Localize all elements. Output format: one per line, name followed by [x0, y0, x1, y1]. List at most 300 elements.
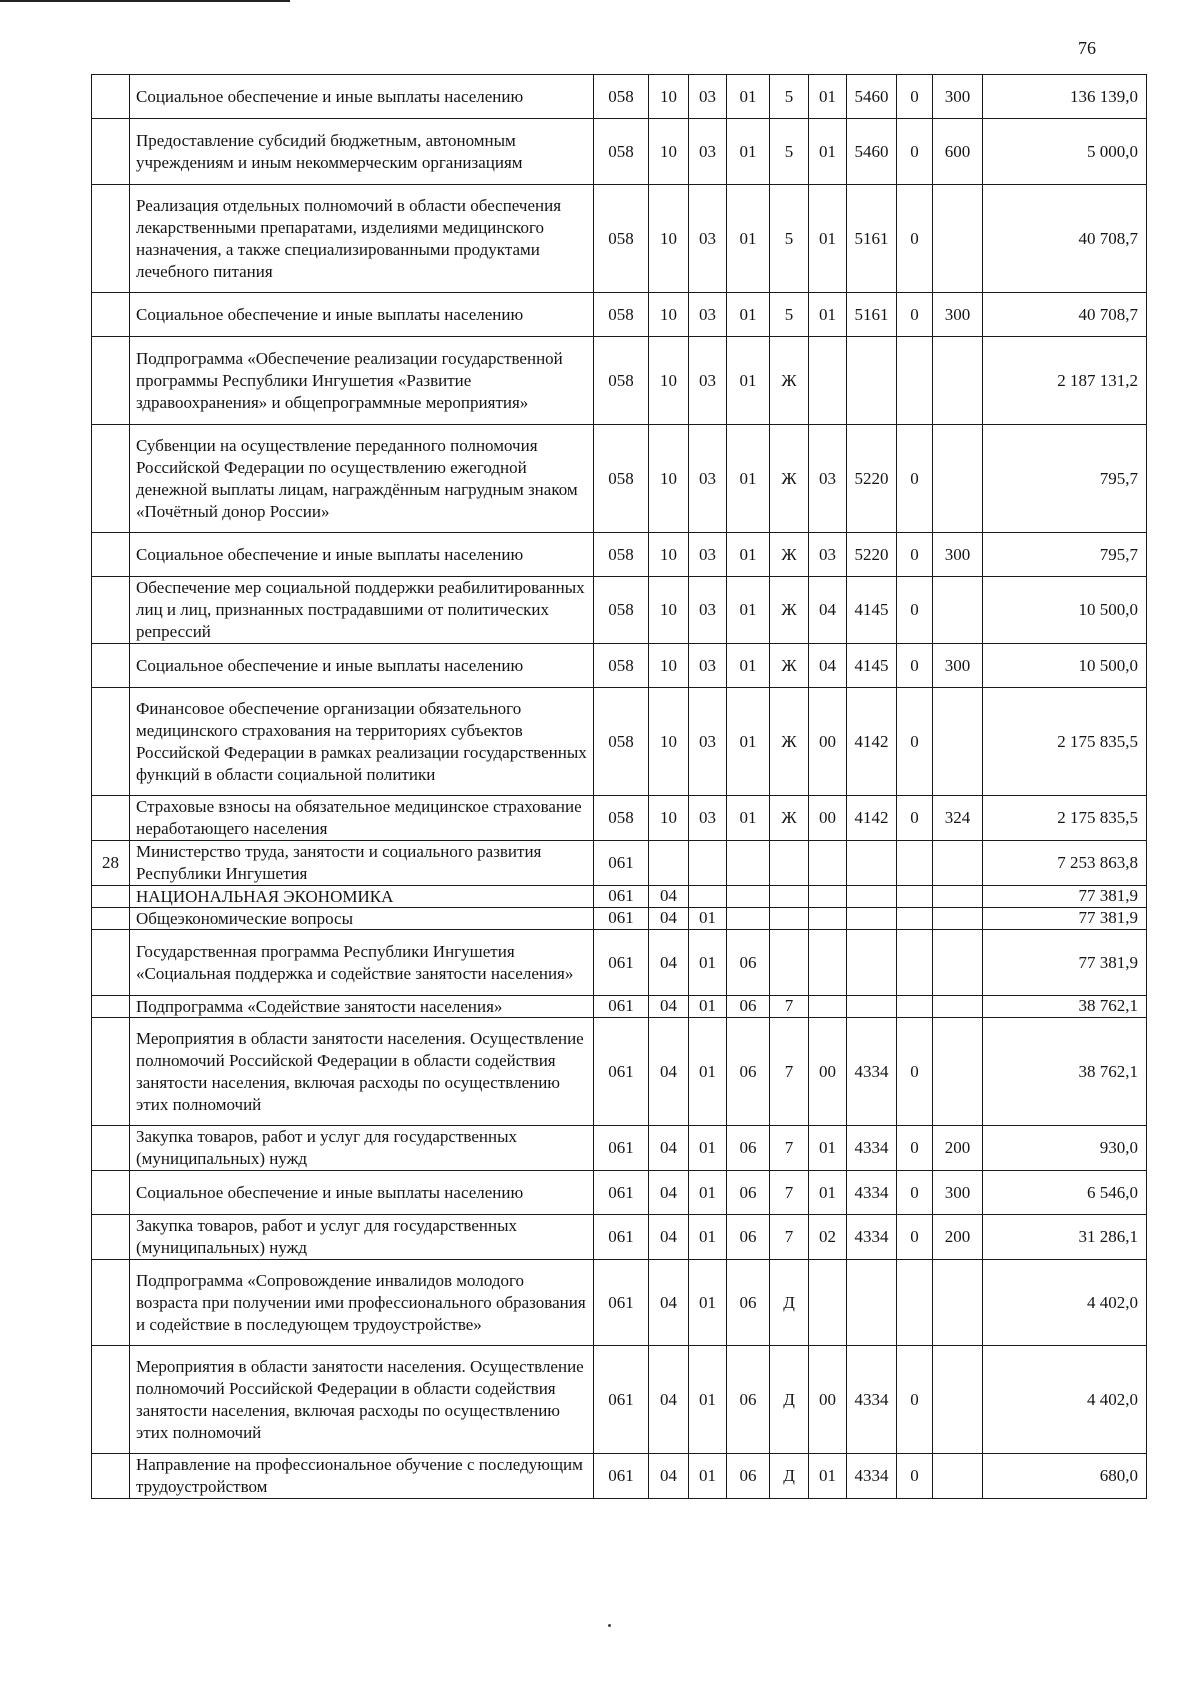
budget-table-body — [92, 75, 1147, 1499]
code-direction — [847, 996, 897, 1018]
code-suffix — [897, 886, 933, 908]
code-direction: 5220 — [847, 425, 897, 533]
code-program: 01 — [727, 688, 770, 796]
code-expense-type — [933, 886, 983, 908]
code-event: 03 — [809, 425, 847, 533]
code-program — [727, 886, 770, 908]
code-expense-type — [933, 425, 983, 533]
line-item-name: Реализация отдельных полномочий в области обеспечения лекарственными препаратами, изделиями медицинского назначения, а также специализированными продуктами лечебного питания — [130, 185, 594, 293]
code-subprogram: Д — [770, 1454, 809, 1499]
code-program: 06 — [727, 1126, 770, 1171]
line-item-name: НАЦИОНАЛЬНАЯ ЭКОНОМИКА — [130, 886, 594, 908]
code-subsection: 03 — [689, 533, 727, 577]
code-subprogram: 7 — [770, 1018, 809, 1126]
code-subprogram: 7 — [770, 1171, 809, 1215]
budget-table — [91, 74, 1147, 1499]
code-ministry: 058 — [594, 75, 649, 119]
code-section: 04 — [649, 908, 689, 930]
page-number: 76 — [1078, 38, 1096, 58]
code-direction: 5161 — [847, 293, 897, 337]
code-subsection: 03 — [689, 337, 727, 425]
row-number — [92, 930, 130, 996]
code-subsection: 03 — [689, 119, 727, 185]
code-subprogram — [770, 841, 809, 886]
line-item-name: Закупка товаров, работ и услуг для государственных (муниципальных) нужд — [130, 1126, 594, 1171]
code-ministry: 061 — [594, 1215, 649, 1260]
code-program: 06 — [727, 930, 770, 996]
code-subprogram: Ж — [770, 796, 809, 841]
code-suffix: 0 — [897, 644, 933, 688]
code-suffix — [897, 908, 933, 930]
table-row — [92, 1018, 1147, 1126]
amount: 5 000,0 — [983, 119, 1147, 185]
code-subsection — [689, 886, 727, 908]
code-ministry: 061 — [594, 1171, 649, 1215]
code-direction: 4334 — [847, 1126, 897, 1171]
code-expense-type: 324 — [933, 796, 983, 841]
code-suffix: 0 — [897, 688, 933, 796]
code-expense-type — [933, 577, 983, 644]
code-expense-type — [933, 185, 983, 293]
code-ministry: 061 — [594, 1126, 649, 1171]
amount: 38 762,1 — [983, 1018, 1147, 1126]
code-event — [809, 908, 847, 930]
code-section: 04 — [649, 886, 689, 908]
code-program — [727, 908, 770, 930]
code-program: 01 — [727, 796, 770, 841]
line-item-name: Страховые взносы на обязательное медицинское страхование неработающего населения — [130, 796, 594, 841]
code-event: 01 — [809, 75, 847, 119]
table-row — [92, 796, 1147, 841]
code-event: 00 — [809, 1018, 847, 1126]
code-subprogram: 5 — [770, 119, 809, 185]
table-row — [92, 930, 1147, 996]
line-item-name: Общеэкономические вопросы — [130, 908, 594, 930]
row-number — [92, 1171, 130, 1215]
amount: 38 762,1 — [983, 996, 1147, 1018]
code-subsection: 03 — [689, 577, 727, 644]
code-subprogram: Д — [770, 1346, 809, 1454]
code-direction — [847, 841, 897, 886]
code-event: 04 — [809, 644, 847, 688]
code-section — [649, 841, 689, 886]
code-expense-type — [933, 1018, 983, 1126]
amount: 680,0 — [983, 1454, 1147, 1499]
code-subprogram: 5 — [770, 293, 809, 337]
code-subprogram — [770, 908, 809, 930]
code-direction — [847, 908, 897, 930]
line-item-name: Обеспечение мер социальной поддержки реабилитированных лиц и лиц, признанных пострадавшими от политических репрессий — [130, 577, 594, 644]
code-event — [809, 996, 847, 1018]
code-program: 06 — [727, 996, 770, 1018]
code-program: 01 — [727, 577, 770, 644]
code-section: 04 — [649, 996, 689, 1018]
code-event: 04 — [809, 577, 847, 644]
code-section: 04 — [649, 1454, 689, 1499]
row-number — [92, 996, 130, 1018]
table-row — [92, 75, 1147, 119]
row-number — [92, 577, 130, 644]
code-ministry: 061 — [594, 841, 649, 886]
row-number — [92, 119, 130, 185]
code-suffix: 0 — [897, 1215, 933, 1260]
code-suffix: 0 — [897, 796, 933, 841]
code-ministry: 058 — [594, 293, 649, 337]
code-section: 10 — [649, 185, 689, 293]
code-event — [809, 337, 847, 425]
row-number — [92, 1260, 130, 1346]
code-suffix: 0 — [897, 185, 933, 293]
code-section: 04 — [649, 1018, 689, 1126]
top-edge-rule — [0, 0, 290, 2]
table-row — [92, 841, 1147, 886]
code-suffix: 0 — [897, 1171, 933, 1215]
code-direction: 4142 — [847, 688, 897, 796]
amount: 4 402,0 — [983, 1346, 1147, 1454]
code-section: 04 — [649, 1260, 689, 1346]
code-ministry: 058 — [594, 688, 649, 796]
row-number — [92, 908, 130, 930]
code-subsection — [689, 841, 727, 886]
line-item-name: Социальное обеспечение и иные выплаты населению — [130, 533, 594, 577]
code-direction: 5161 — [847, 185, 897, 293]
code-direction: 4334 — [847, 1215, 897, 1260]
code-subprogram: 7 — [770, 1126, 809, 1171]
code-ministry: 061 — [594, 1018, 649, 1126]
code-direction: 4334 — [847, 1018, 897, 1126]
code-expense-type — [933, 1260, 983, 1346]
code-program: 06 — [727, 1215, 770, 1260]
code-ministry: 058 — [594, 577, 649, 644]
line-item-name: Подпрограмма «Сопровождение инвалидов молодого возраста при получении ими профессионального образования и содействие в последующем трудоустройстве» — [130, 1260, 594, 1346]
code-program: 06 — [727, 1018, 770, 1126]
code-suffix — [897, 996, 933, 1018]
code-expense-type — [933, 1454, 983, 1499]
code-direction — [847, 337, 897, 425]
line-item-name: Субвенции на осуществление переданного полномочия Российской Федерации по осуществлению ежегодной денежной выплаты лицам, награждённым нагрудным знаком «Почётный донор России» — [130, 425, 594, 533]
code-subsection: 01 — [689, 1215, 727, 1260]
code-subsection: 01 — [689, 930, 727, 996]
code-program: 06 — [727, 1260, 770, 1346]
amount: 77 381,9 — [983, 930, 1147, 996]
code-expense-type — [933, 1346, 983, 1454]
code-expense-type: 200 — [933, 1126, 983, 1171]
code-expense-type: 600 — [933, 119, 983, 185]
code-suffix — [897, 337, 933, 425]
code-suffix: 0 — [897, 1126, 933, 1171]
row-number — [92, 1018, 130, 1126]
table-row — [92, 1126, 1147, 1171]
code-section: 10 — [649, 688, 689, 796]
row-number — [92, 185, 130, 293]
code-direction — [847, 1260, 897, 1346]
row-number — [92, 796, 130, 841]
line-item-name: Социальное обеспечение и иные выплаты населению — [130, 293, 594, 337]
code-ministry: 058 — [594, 533, 649, 577]
code-direction: 4142 — [847, 796, 897, 841]
amount: 2 175 835,5 — [983, 796, 1147, 841]
code-section: 10 — [649, 75, 689, 119]
table-row — [92, 1454, 1147, 1499]
code-expense-type: 300 — [933, 644, 983, 688]
code-subprogram: 5 — [770, 185, 809, 293]
code-suffix — [897, 841, 933, 886]
code-event: 00 — [809, 1346, 847, 1454]
row-number — [92, 75, 130, 119]
code-suffix: 0 — [897, 75, 933, 119]
table-row — [92, 996, 1147, 1018]
code-section: 10 — [649, 293, 689, 337]
amount: 31 286,1 — [983, 1215, 1147, 1260]
amount: 2 187 131,2 — [983, 337, 1147, 425]
code-subsection: 01 — [689, 1346, 727, 1454]
amount: 40 708,7 — [983, 185, 1147, 293]
amount: 930,0 — [983, 1126, 1147, 1171]
code-ministry: 061 — [594, 930, 649, 996]
code-event — [809, 886, 847, 908]
code-event: 01 — [809, 1126, 847, 1171]
row-number — [92, 1126, 130, 1171]
code-event: 01 — [809, 1171, 847, 1215]
table-row — [92, 908, 1147, 930]
table-row — [92, 644, 1147, 688]
code-expense-type — [933, 930, 983, 996]
row-number: 28 — [92, 841, 130, 886]
table-row — [92, 886, 1147, 908]
code-subprogram: 7 — [770, 996, 809, 1018]
code-suffix: 0 — [897, 1454, 933, 1499]
row-number — [92, 1454, 130, 1499]
code-section: 04 — [649, 1346, 689, 1454]
code-ministry: 058 — [594, 185, 649, 293]
amount: 4 402,0 — [983, 1260, 1147, 1346]
code-subprogram: Д — [770, 1260, 809, 1346]
code-subprogram: 7 — [770, 1215, 809, 1260]
code-direction — [847, 886, 897, 908]
code-section: 10 — [649, 796, 689, 841]
code-subprogram: Ж — [770, 425, 809, 533]
code-program: 01 — [727, 533, 770, 577]
row-number — [92, 886, 130, 908]
code-ministry: 061 — [594, 886, 649, 908]
code-section: 04 — [649, 930, 689, 996]
code-suffix — [897, 1260, 933, 1346]
code-suffix: 0 — [897, 1018, 933, 1126]
code-event: 01 — [809, 1454, 847, 1499]
row-number — [92, 688, 130, 796]
line-item-name: Мероприятия в области занятости населения. Осуществление полномочий Российской Федерации в области содействия занятости населения, включая расходы по осуществлению этих полномочий — [130, 1018, 594, 1126]
code-subprogram: Ж — [770, 533, 809, 577]
code-program: 01 — [727, 293, 770, 337]
table-row — [92, 1346, 1147, 1454]
code-expense-type — [933, 841, 983, 886]
table-row — [92, 1215, 1147, 1260]
code-expense-type — [933, 996, 983, 1018]
code-subprogram: Ж — [770, 337, 809, 425]
code-program: 01 — [727, 119, 770, 185]
code-section: 10 — [649, 533, 689, 577]
code-expense-type: 300 — [933, 1171, 983, 1215]
code-suffix: 0 — [897, 425, 933, 533]
line-item-name: Социальное обеспечение и иные выплаты населению — [130, 644, 594, 688]
table-row — [92, 293, 1147, 337]
code-expense-type: 300 — [933, 75, 983, 119]
row-number — [92, 425, 130, 533]
code-expense-type — [933, 688, 983, 796]
line-item-name: Подпрограмма «Обеспечение реализации государственной программы Республики Ингушетия «Развитие здравоохранения» и общепрограммные мероприятия» — [130, 337, 594, 425]
code-direction: 4334 — [847, 1346, 897, 1454]
code-subsection: 03 — [689, 293, 727, 337]
code-program: 06 — [727, 1454, 770, 1499]
line-item-name: Финансовое обеспечение организации обязательного медицинского страхования на территориях субъектов Российской Федерации в рамках реализации государственных функций в области социальной политики — [130, 688, 594, 796]
code-subprogram: Ж — [770, 577, 809, 644]
row-number — [92, 644, 130, 688]
code-subsection: 01 — [689, 1126, 727, 1171]
code-subsection: 01 — [689, 1171, 727, 1215]
amount: 6 546,0 — [983, 1171, 1147, 1215]
row-number — [92, 337, 130, 425]
row-number — [92, 1346, 130, 1454]
amount: 10 500,0 — [983, 644, 1147, 688]
code-subprogram — [770, 930, 809, 996]
code-direction — [847, 930, 897, 996]
code-subprogram: 5 — [770, 75, 809, 119]
code-event — [809, 1260, 847, 1346]
code-expense-type: 200 — [933, 1215, 983, 1260]
row-number — [92, 533, 130, 577]
code-event — [809, 841, 847, 886]
code-subsection: 03 — [689, 688, 727, 796]
code-ministry: 061 — [594, 908, 649, 930]
code-event: 01 — [809, 293, 847, 337]
code-expense-type — [933, 337, 983, 425]
line-item-name: Мероприятия в области занятости населения. Осуществление полномочий Российской Федерации в области содействия занятости населения, включая расходы по осуществлению этих полномочий — [130, 1346, 594, 1454]
code-direction: 4334 — [847, 1171, 897, 1215]
code-ministry: 061 — [594, 1346, 649, 1454]
code-section: 10 — [649, 337, 689, 425]
table-row — [92, 1171, 1147, 1215]
code-program: 01 — [727, 185, 770, 293]
code-subsection: 01 — [689, 908, 727, 930]
line-item-name: Подпрограмма «Содействие занятости населения» — [130, 996, 594, 1018]
code-subsection: 03 — [689, 425, 727, 533]
code-subsection: 01 — [689, 1260, 727, 1346]
code-direction: 4145 — [847, 644, 897, 688]
code-event: 01 — [809, 185, 847, 293]
code-subsection: 03 — [689, 75, 727, 119]
code-subprogram — [770, 886, 809, 908]
code-direction: 4145 — [847, 577, 897, 644]
code-section: 04 — [649, 1126, 689, 1171]
code-program: 01 — [727, 337, 770, 425]
code-section: 04 — [649, 1215, 689, 1260]
code-subsection: 01 — [689, 996, 727, 1018]
code-ministry: 061 — [594, 1454, 649, 1499]
line-item-name: Социальное обеспечение и иные выплаты населению — [130, 1171, 594, 1215]
code-subprogram: Ж — [770, 688, 809, 796]
code-program: 01 — [727, 644, 770, 688]
code-ministry: 058 — [594, 119, 649, 185]
amount: 77 381,9 — [983, 908, 1147, 930]
row-number — [92, 1215, 130, 1260]
code-ministry: 058 — [594, 337, 649, 425]
table-row — [92, 425, 1147, 533]
line-item-name: Направление на профессиональное обучение с последующим трудоустройством — [130, 1454, 594, 1499]
code-expense-type: 300 — [933, 293, 983, 337]
code-ministry: 058 — [594, 796, 649, 841]
code-direction: 4334 — [847, 1454, 897, 1499]
code-subsection: 01 — [689, 1454, 727, 1499]
code-suffix: 0 — [897, 533, 933, 577]
code-subprogram: Ж — [770, 644, 809, 688]
code-ministry: 058 — [594, 425, 649, 533]
code-suffix — [897, 930, 933, 996]
code-section: 04 — [649, 1171, 689, 1215]
table-row — [92, 185, 1147, 293]
code-suffix: 0 — [897, 119, 933, 185]
amount: 795,7 — [983, 425, 1147, 533]
code-expense-type — [933, 908, 983, 930]
code-subsection: 03 — [689, 644, 727, 688]
code-subsection: 01 — [689, 1018, 727, 1126]
code-subsection: 03 — [689, 185, 727, 293]
amount: 2 175 835,5 — [983, 688, 1147, 796]
code-ministry: 061 — [594, 996, 649, 1018]
code-subsection: 03 — [689, 796, 727, 841]
code-program: 01 — [727, 75, 770, 119]
code-section: 10 — [649, 577, 689, 644]
code-direction: 5460 — [847, 75, 897, 119]
code-program — [727, 841, 770, 886]
code-event: 03 — [809, 533, 847, 577]
line-item-name: Министерство труда, занятости и социального развития Республики Ингушетия — [130, 841, 594, 886]
table-row — [92, 533, 1147, 577]
row-number — [92, 293, 130, 337]
line-item-name: Социальное обеспечение и иные выплаты населению — [130, 75, 594, 119]
line-item-name: Предоставление субсидий бюджетным, автономным учреждениям и иным некоммерческим организациям — [130, 119, 594, 185]
table-row — [92, 577, 1147, 644]
code-event: 02 — [809, 1215, 847, 1260]
code-section: 10 — [649, 644, 689, 688]
code-event: 00 — [809, 796, 847, 841]
code-suffix: 0 — [897, 577, 933, 644]
code-event — [809, 930, 847, 996]
amount: 10 500,0 — [983, 577, 1147, 644]
code-section: 10 — [649, 119, 689, 185]
code-event: 01 — [809, 119, 847, 185]
code-suffix: 0 — [897, 1346, 933, 1454]
amount: 40 708,7 — [983, 293, 1147, 337]
scan-speck — [608, 1624, 611, 1627]
code-ministry: 058 — [594, 644, 649, 688]
code-event: 00 — [809, 688, 847, 796]
amount: 136 139,0 — [983, 75, 1147, 119]
table-row — [92, 337, 1147, 425]
code-section: 10 — [649, 425, 689, 533]
table-row — [92, 119, 1147, 185]
table-row — [92, 688, 1147, 796]
line-item-name: Закупка товаров, работ и услуг для государственных (муниципальных) нужд — [130, 1215, 594, 1260]
code-suffix: 0 — [897, 293, 933, 337]
code-program: 06 — [727, 1346, 770, 1454]
code-program: 01 — [727, 425, 770, 533]
line-item-name: Государственная программа Республики Ингушетия «Социальная поддержка и содействие занятости населения» — [130, 930, 594, 996]
amount: 77 381,9 — [983, 886, 1147, 908]
amount: 7 253 863,8 — [983, 841, 1147, 886]
code-expense-type: 300 — [933, 533, 983, 577]
code-direction: 5460 — [847, 119, 897, 185]
code-program: 06 — [727, 1171, 770, 1215]
